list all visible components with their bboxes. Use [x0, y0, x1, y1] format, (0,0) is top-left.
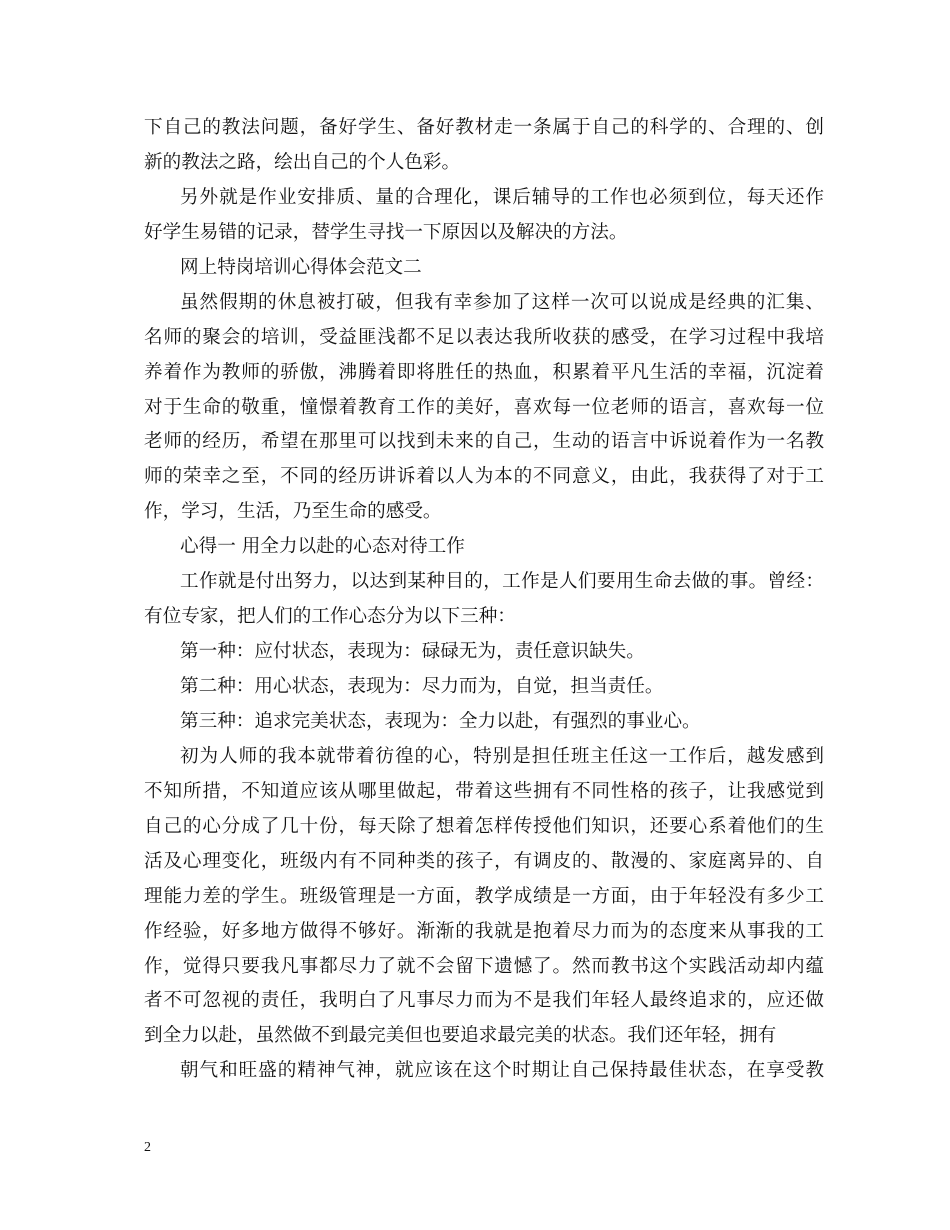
- document-body: [144, 111, 824, 1089]
- text-line: 新的教法之路，绘出自己的个人色彩。: [144, 151, 461, 173]
- text-line: 养着作为教师的骄傲，沸腾着即将胜任的热血，积累着平凡生活的幸福，沉淀着: [144, 361, 824, 383]
- text-line: 到全力以赴，虽然做不到最完美但也要追求最完美的状态。我们还年轻，拥有: [144, 1025, 777, 1047]
- text-line: 作，觉得只要我凡事都尽力了就不会留下遗憾了。然而教书这个实践活动却内蕴: [144, 955, 824, 977]
- text-line: 初为人师的我本就带着彷徨的心，特别是担任班主任这一工作后，越发感到: [180, 745, 824, 767]
- text-line: 不知所措，不知道应该从哪里做起，带着这些拥有不同性格的孩子，让我感觉到: [144, 780, 824, 802]
- text-line: 名师的聚会的培训，受益匪浅都不足以表达我所收获的感受，在学习过程中我培: [144, 326, 824, 348]
- text-line: 第二种：用心状态，表现为：尽力而为，自觉，担当责任。: [180, 676, 664, 697]
- text-line: 师的荣幸之至，不同的经历讲诉着以人为本的不同意义，由此，我获得了对于工: [144, 466, 824, 488]
- text-line: 心得一 用全力以赴的心态对待工作: [180, 536, 465, 558]
- text-line: 作经验，好多地方做得不够好。渐渐的我就是抱着尽力而为的态度来从事我的工: [144, 920, 824, 942]
- text-line: 作，学习，生活，乃至生命的感受。: [144, 501, 442, 523]
- text-line: 第一种：应付状态，表现为：碌碌无为，责任意识缺失。: [180, 641, 645, 663]
- text-line: 虽然假期的休息被打破，但我有幸参加了这样一次可以说成是经典的汇集、: [180, 291, 824, 313]
- text-line: 下自己的教法问题，备好学生、备好教材走一条属于自己的科学的、合理的、创: [144, 117, 824, 138]
- text-line: 自己的心分成了几十份，每天除了想着怎样传授他们知识，还要心系着他们的生: [144, 815, 824, 837]
- text-line: 朝气和旺盛的精神气神，就应该在这个时期让自己保持最佳状态，在享受教: [180, 1060, 824, 1082]
- text-line: 老师的经历，希望在那里可以找到未来的自己，生动的语言中诉说着作为一名教: [144, 431, 824, 453]
- text-line: 对于生命的敬重，憧憬着教育工作的美好，喜欢每一位老师的语言，喜欢每一位: [144, 396, 824, 418]
- text-line: 有位专家，把人们的工作心态分为以下三种：: [144, 606, 516, 628]
- text-line: 第三种：追求完美状态，表现为：全力以赴，有强烈的事业心。: [180, 710, 701, 732]
- text-line: 另外就是作业安排质、量的合理化，课后辅导的工作也必须到位，每天还作: [180, 186, 824, 208]
- text-line: 活及心理变化，班级内有不同种类的孩子，有调皮的、散漫的、家庭离异的、自: [144, 850, 824, 872]
- text-line: 工作就是付出努力，以达到某种目的，工作是人们要用生命去做的事。曾经：: [180, 571, 824, 593]
- text-line: 理能力差的学生。班级管理是一方面，教学成绩是一方面，由于年轻没有多少工: [144, 885, 824, 907]
- page-number: 2: [144, 1140, 151, 1155]
- text-line: 者不可忽视的责任，我明白了凡事尽力而为不是我们年轻人最终追求的，应还做: [144, 990, 824, 1012]
- text-line: 好学生易错的记录，替学生寻找一下原因以及解决的方法。: [144, 221, 628, 243]
- text-line: 网上特岗培训心得体会范文二: [180, 256, 422, 278]
